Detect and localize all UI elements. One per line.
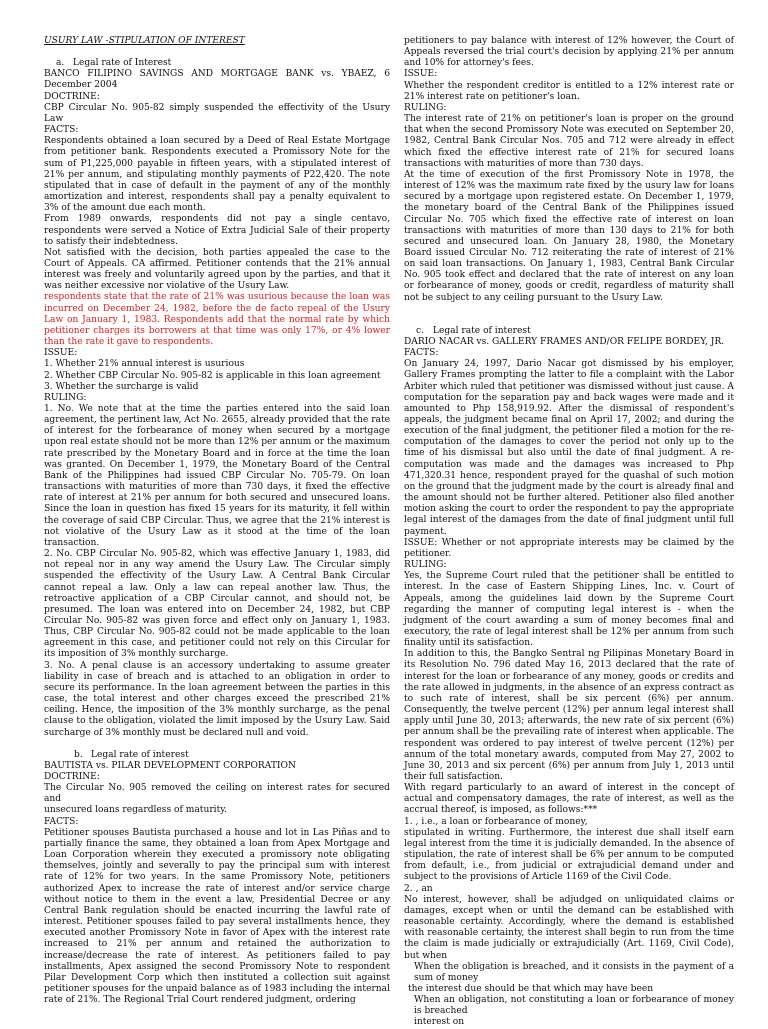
section-a-heading-text: Legal rate of Interest: [72, 58, 172, 69]
doctrine-text: CBP Circular No. 905-82 simply suspended the effectivity of the Usury Law: [44, 102, 390, 124]
issue-label: ISSUE:: [44, 348, 78, 359]
ruling-paragraph: The interest rate of 21% on petitioner's loan is proper on the ground that when the second Promissory Note was executed on September 20, 1982, Central Bank Circular Nos. 705 and 712 were already in effect which fixed the effective interest rate of 21% for secured loans transactions with maturities of more than 730 days.: [404, 114, 734, 169]
section-a-heading: [44, 58, 390, 69]
facts-paragraph: From 1989 onwards, respondents did not pay a single centavo, respondents were served a Notice of Extra Judicial Sale of their property to satisfy their indebtedness.: [44, 214, 390, 247]
doctrine-text: The Circular No. 905 removed the ceiling on interest rates for secured and: [44, 783, 390, 805]
facts-label: FACTS:: [44, 125, 79, 136]
section-b-heading-text: Legal rate of interest: [90, 749, 189, 760]
section-a-letter: a.: [56, 58, 65, 69]
spacer: [44, 739, 390, 750]
list-item-body: No interest, however, shall be adjudged on unliquidated claims or damages, except when or until the demand can be established with reasonable certainty. Accordingly, where the demand is established with reasonable certainty, the interest shall begin to run from the time the claim is made judicially or extrajudicially (Art. 1169, Civil Code), but when: [404, 894, 734, 961]
section-c-heading-text: Legal rate of interest: [432, 325, 531, 336]
ruling-label: RULING:: [44, 392, 87, 403]
facts-paragraph: Not satisfied with the decision, both parties appealed the case to the Court of Appeals. CA affirmed. Petitioner contends that the 21% annual interest was freely and voluntarily agreed upon by the parties, and that it was neither excessive nor violative of the Usury Law.: [44, 247, 390, 292]
left-column: [44, 36, 390, 1006]
ruling-label: RULING:: [404, 560, 447, 571]
trailing-line: When an obligation, not constituting a loan or forbearance of money is breached: [414, 995, 734, 1017]
facts-paragraph-continued: petitioners to pay balance with interest of 12% however, the Court of Appeals reversed the trial court's decision by applying 21% per annum and 10% for attorney's fees.: [404, 36, 734, 69]
spacer: [404, 304, 734, 326]
right-column: [404, 36, 734, 1029]
issue-item: 3. Whether the surcharge is valid: [44, 381, 199, 392]
ruling-paragraph: In addition to this, the Bangko Sentral ng Pilipinas Monetary Board in its Resolution No. 796 dated May 16, 2013 declared that the rate of interest for the loan or forbearance of any money, goods or credits and the rate allowed in judgments, in the absence of an express contract as to such rate of interest, shall be six percent (6%) per annum. Consequently, the twelve percent (12%) per annum legal interest shall apply until June 30, 2013; afterwards, the new rate of six percent (6%) per annum shall be the prevailing rate of interest when applicable. The respondent was ordered to pay interest of twelve percent (12%) per annum of the total monetary awards, computed from May 27, 2002 to June 30, 2013 and six percent (6%) per annum from July 1, 2013 until their full satisfaction.: [404, 649, 734, 782]
doctrine-text: unsecured loans regardless of maturity.: [44, 805, 228, 816]
facts-paragraph: On January 24, 1997, Dario Nacar got dismissed by his employer, Gallery Frames prompting the latter to file a complaint with the Labor Arbiter which ruled that petitioner was dismissed without just cause. A computation for the separation pay and back wages were made and it amounted to Php 158,919.92. After the dismissal of respondent's appeals, the judgment became final on April 17, 2002; and during the execution of the final judgment, the petitioner filed a motion for the re-computation of the damages to cover the period not only up to the time of his dismissal but also until the date of final judgment. A re-computation was made and the damages was increased to Php 471,320.31 hence, respondent prayed for the quashal of such motion on the ground that the judgment made by the court is already final and the amount should not be further altered. Petitioner also filed another motion asking the court to order the respondent to pay the appropriate legal interest of the damages from the date of final judgment until full payment.: [404, 359, 734, 537]
ruling-paragraph: With regard particularly to an award of interest in the concept of actual and compensatory damages, the rate of interest, as well as the accrual thereof, is imposed, as follows:***: [404, 783, 734, 816]
section-b-heading: [44, 750, 390, 761]
facts-highlighted-paragraph: respondents state that the rate of 21% was usurious because the loan was incurred on December 24, 1982, before the de facto repeal of the Usury Law on January 1, 1983. Respondents add that the normal rate by which petitioner charges its borrowers at that time was only 17%, or 4% lower than the rate it gave to respondents.: [44, 292, 390, 348]
ruling-paragraph: 3. No. A penal clause is an accessory undertaking to assume greater liability in case of breach and is attached to an obligation in order to secure its performance. In the loan agreement between the parties in this case, the total interest and other charges exceed the prescribed 21% ceiling. Hence, the imposition of the 3% monthly surcharge, as the penal clause to the obligation, violated the limit imposed by the Usury Law. Said surcharge of 3% monthly must be declared null and void.: [44, 660, 390, 738]
issue-text: Whether the respondent creditor is entitled to a 12% interest rate or 21% interest rate on petitioner's loan.: [404, 80, 734, 102]
trailing-line: interest on: [414, 1017, 465, 1028]
list-item-head: 2. , an: [404, 883, 433, 894]
case-title-bautista: BAUTISTA vs. PILAR DEVELOPMENT CORPORATION: [44, 760, 296, 771]
doctrine-label: DOCTRINE:: [44, 91, 100, 102]
facts-paragraph: Petitioner spouses Bautista purchased a house and lot in Las Piñas and to partially finance the same, they obtained a loan from Apex Mortgage and Loan Corporation wherein they executed a promissory note obligating themselves, jointly and severally to pay the principal sum with interest rate of 12% for two years. In the same Promissory Note, petitioners authorized Apex to increase the rate of interest and/or service charge without notice to them in the event a law, Presidential Decree or any Central Bank regulation should be enacted incurring the lawful rate of interest. Petitioner spouses failed to pay several installments hence, they executed another Promissory Note in favor of Apex with the interest rate increased to 21% per annum and retained the authorization to increase/decrease the rate of interest. As petitioners failed to pay installments, Apex assigned the second Promissory Note to respondent Pilar Development Corp which then instituted a collection suit against petitioner spouses for the unpaid balance as of 1983 including the internal rate of 21%. The Regional Trial Court rendered judgment, ordering: [44, 827, 390, 1006]
list-item-head: 1. , i.e., a loan or forbearance of money,: [404, 816, 588, 827]
case-title-banco-filipino: BANCO FILIPINO SAVINGS AND MORTGAGE BANK vs. YBAEZ, 6 December 2004: [44, 69, 390, 91]
section-b-letter: b.: [74, 749, 83, 760]
facts-label: FACTS:: [44, 816, 79, 827]
doctrine-label: DOCTRINE:: [44, 772, 100, 782]
issue-text: ISSUE: Whether or not appropriate interests may be claimed by the petitioner.: [404, 537, 734, 559]
trailing-line: When the obligation is breached, and it consists in the payment of a sum of money: [414, 961, 734, 983]
case-title-nacar: DARIO NACAR vs. GALLERY FRAMES AND/OR FELIPE BORDEY, JR.: [404, 336, 725, 347]
facts-paragraph: Respondents obtained a loan secured by a Deed of Real Estate Mortgage from petitioner bank. Respondents executed a Promissory Note for the sum of P1,225,000 payable in fifteen years, with a stipulated interest of 21% per annum, and stipulating monthly payments of P22,420. The note stipulated that in case of default in the payment of any of the monthly amortization and interest, respondents shall pay a penalty equivalent to 3% of the amount due each month.: [44, 136, 390, 214]
issue-item: 1. Whether 21% annual interest is usurious: [44, 359, 245, 370]
issue-label: ISSUE:: [404, 69, 438, 80]
document-title: USURY LAW -STIPULATION OF INTEREST: [44, 36, 245, 46]
section-c-heading: [404, 326, 734, 337]
trailing-line: the interest due should be that which may have been: [408, 983, 654, 994]
facts-label: FACTS:: [404, 348, 439, 359]
issue-item: 2. Whether CBP Circular No. 905-82 is applicable in this loan agreement: [44, 370, 381, 381]
ruling-paragraph: Yes, the Supreme Court ruled that the petitioner shall be entitled to interest. In the case of Eastern Shipping Lines, Inc. v. Court of Appeals, among the guidelines laid down by the Supreme Court regarding the manner of computing legal interest is - when the judgment of the court awarding a sum of money becomes final and executory, the rate of legal interest shall be 12% per annum from such finality until its satisfaction.: [404, 571, 734, 649]
ruling-paragraph: 2. No. CBP Circular No. 905-82, which was effective January 1, 1983, did not repeal nor in any way amend the Usury Law. The Circular simply suspended the effectivity of the Usury Law. A Central Bank Circular cannot repeal a law. Only a law can repeal another law. Thus, the retroactive application of a CBP Circular cannot, and should not, be presumed. The loan was entered into on December 24, 1982, but CBP Circular No. 905-82 was given force and effect only on January 1, 1983. Thus, CBP Circular No. 905-82 could not be made applicable to the loan agreement in this case, and petitioner could not rely on this Circular for its imposition of 3% monthly surcharge.: [44, 549, 390, 660]
ruling-paragraph: 1. No. We note that at the time the parties entered into the said loan agreement, the pertinent law, Act No. 2655, already provided that the rate of interest for the forbearance of money when secured by a mortgage upon real estate should not be more than 12% per annum or the maximum rate prescribed by the Monetary Board and in force at the time the loan was granted. On December 1, 1979, the Monetary Board of the Central Bank of the Philippines had issued CBP Circular No. 705-79. On loan transactions with maturities of more than 730 days, it fixed the effective rate of interest at 21% per annum for both secured and unsecured loans. Since the loan in question has fixed 15 years for its maturity, it fell within the coverage of said CBP Circular. Thus, we agree that the 21% interest is not violative of the Usury Law as it stood at the time of the loan transaction.: [44, 404, 390, 548]
ruling-label: RULING:: [404, 102, 447, 113]
ruling-paragraph: At the time of execution of the first Promissory Note in 1978, the interest of 12% was the maximum rate fixed by the usury law for loans secured by a mortgage upon registered estate. On December 1, 1979, the monetary board of the Central Bank of the Philippines issued Circular No. 705 which fixed the effective rate of interest on loan transactions with maturities of more than 130 days to 21% for both secured and unsecured loan. On January 28, 1980, the Monetary Board issued Circular No. 712 reiterating the rate of interest of 21% on said loan transactions. On January 1, 1983, Central Bank Circular No. 905 took effect and declared that the rate of interest on any loan or forbearance of money, goods or credit, regardless of maturity shall not be subject to any ceiling pursuant to the Usury Law.: [404, 169, 734, 303]
list-item-body: stipulated in writing. Furthermore, the interest due shall itself earn legal interest from the time it is judicially demanded. In the absence of stipulation, the rate of interest shall be 6% per annum to be computed from default, i.e., from judicial or extrajudicial demand under and subject to the provisions of Article 1169 of the Civil Code.: [404, 827, 734, 883]
section-c-letter: c.: [416, 325, 424, 336]
